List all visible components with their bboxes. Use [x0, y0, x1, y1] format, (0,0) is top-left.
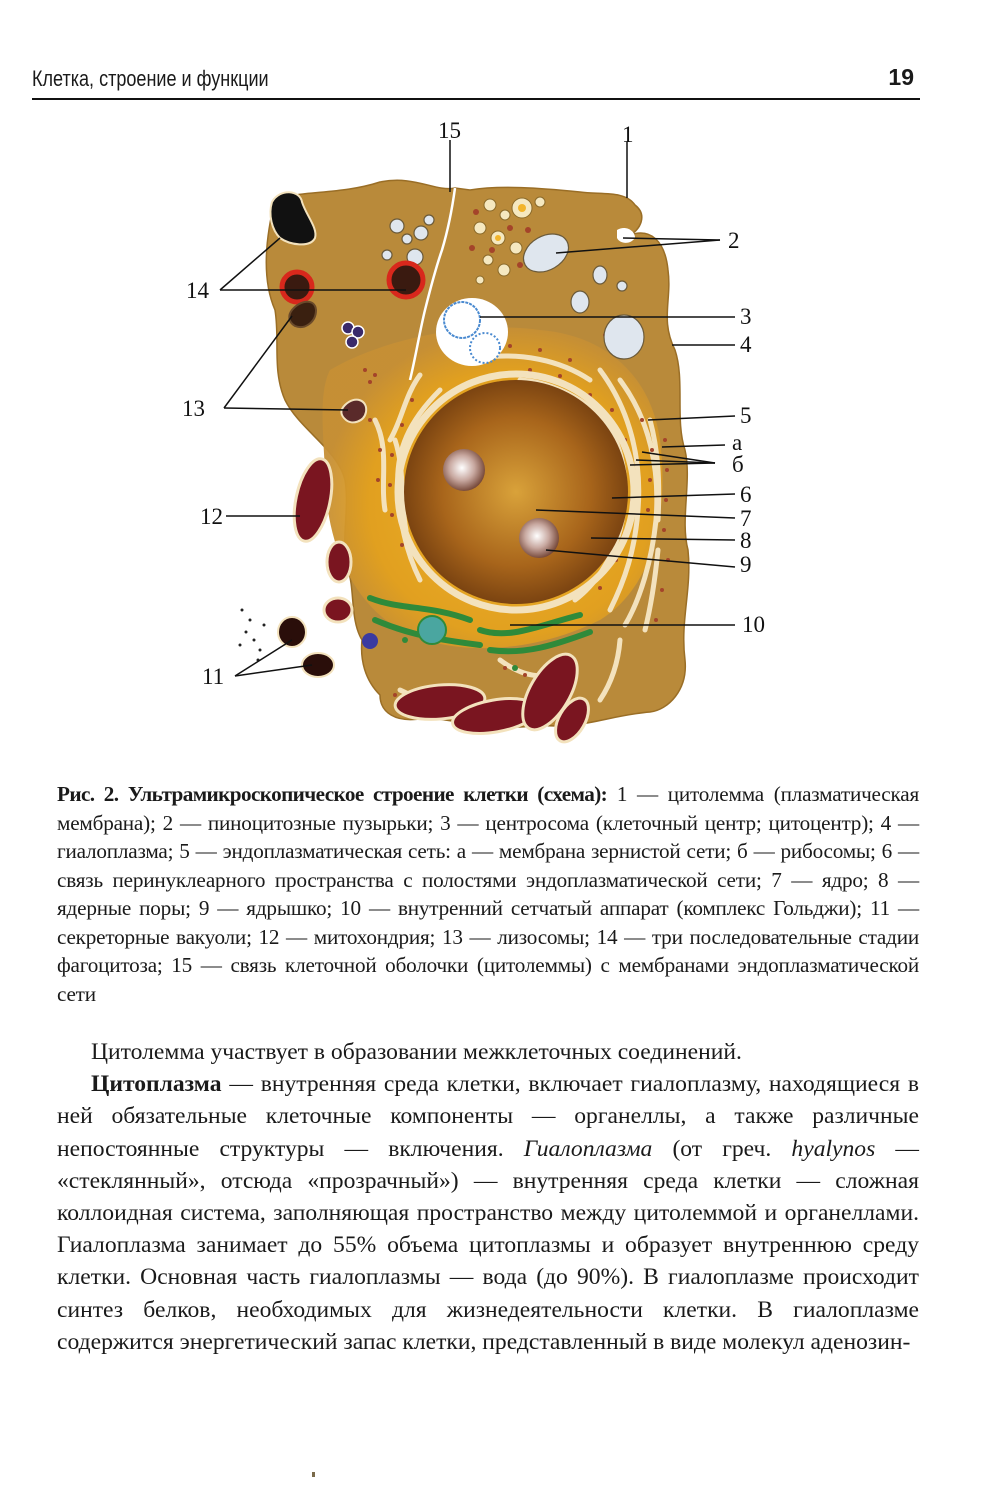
nucleolus-2	[519, 518, 559, 558]
glycogen-rosette	[362, 633, 378, 649]
label-1: 1	[622, 122, 634, 147]
paragraph-2-part-b: (от греч.	[652, 1135, 792, 1162]
label-a: а	[732, 430, 743, 455]
running-title: Клетка, строение и функции	[32, 66, 269, 91]
label-12: 12	[200, 504, 223, 529]
figure-caption-text: 1 — цитолемма (плазматическая мембрана); 2 — пиноцитозные пузырьки; 3 — центросома (клеточный центр; цитоцентр); 4 — гиалоплазма; 5 — эндоплазматическая сеть: а — мембрана зернистой сети; б — рибосомы; 6 — связь перинуклеарного пространства с полостями эндоплазматической сети; 7 — ядро; 8 — ядерные поры; 9 — ядрышко; 10 — внутренний сетчатый аппарат (комплекс Гольджи); 11 — секреторные вакуоли; 12 — митохондрия; 13 — лизосомы; 14 — три последовательные стадии фагоцитоза; 15 — связь клеточной оболочки (цитолеммы) с мембранами эндоплазматической сети	[57, 782, 919, 1006]
running-head	[32, 62, 920, 100]
label-14: 14	[186, 278, 209, 303]
greek-term: hyalynos	[791, 1135, 876, 1162]
label-4: 4	[740, 332, 752, 357]
scan-speck	[312, 1472, 315, 1477]
label-7: 7	[740, 506, 752, 531]
paragraph-2-part-a: — внутренняя среда клетки, включает гиалоплазму, находящиеся в ней обязательные клеточные компоненты — органеллы, а также различные непостоянные структуры — включения.	[57, 1071, 919, 1162]
label-2: 2	[728, 228, 740, 253]
paragraph-2-part-c: — «стеклянный», отсюда «прозрачный») — внутренняя среда клетки — сложная коллоидная система, заполняющая пространство между цитолеммой и органеллами. Гиалоплазма занимает до 55% объема цитоплазмы и образует внутреннюю среду клетки. Основная часть гиалоплазмы — вода (до 90%). В гиалоплазме происходит синтез белков, необходимых для жизнедеятельности клетки. В гиалоплазме содержится энергетический запас клетки, представленный в виде молекул аденозин-	[57, 1135, 919, 1355]
label-15: 15	[438, 120, 461, 143]
term-hyaloplasm: Гиалоплазма	[523, 1135, 653, 1162]
term-cytoplasm: Цитоплазма	[91, 1071, 222, 1098]
figure-caption	[57, 780, 919, 1008]
nucleus	[398, 374, 634, 610]
centrosome	[436, 298, 508, 366]
cell-diagram	[180, 120, 780, 760]
label-13: 13	[182, 396, 205, 421]
label-8: 8	[740, 528, 752, 553]
paragraph-2	[57, 1068, 919, 1358]
page-number: 19	[888, 64, 914, 90]
label-10: 10	[742, 612, 765, 637]
figure-caption-title: Рис. 2. Ультрамикроскопическое строение клетки (схема):	[57, 782, 608, 806]
label-b: б	[732, 452, 744, 477]
label-9: 9	[740, 552, 752, 577]
label-5: 5	[740, 403, 752, 428]
paragraph-1: Цитолемма участвует в образовании межклеточных соединений.	[91, 1039, 742, 1065]
nucleolus-1	[443, 449, 485, 491]
label-3: 3	[740, 304, 752, 329]
label-11: 11	[202, 664, 225, 689]
label-6: 6	[740, 482, 752, 507]
body-text	[57, 1036, 919, 1358]
